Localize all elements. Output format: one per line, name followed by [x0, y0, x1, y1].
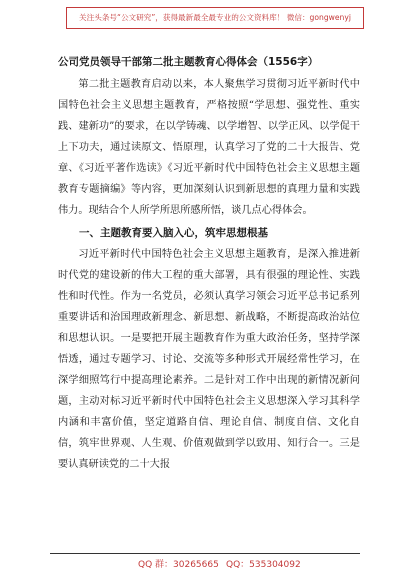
header-banner: 关注头条号“公文研究”，获得最新最全最专业的公文资料库！ 微信：gongwenyj	[66, 7, 364, 29]
footer-qq-group: QQ 群：30265665	[138, 560, 219, 570]
document-body	[58, 54, 360, 475]
page-footer	[50, 553, 360, 570]
intro-paragraph: 第二批主题教育启动以来，本人聚焦学习贯彻习近平新时代中国特色社会主义思想主题教育，严格按照“学思想、强党性、重实践、建新功”的要求，在以学铸魂、以学增智、以学正风、以学促干上下功夫，通过读原文、悟原理，认真学习了党的二十大报告、党章、《习近平著作选读》《习近平新时代中国特色社会主义思想主题教育专题摘编》等内容，更加深刻认识到新思想的真理力量和实践伟力。现结合个人所学所思所感所悟，谈几点心得体会。	[58, 79, 360, 216]
footer-qq: QQ：535304092	[226, 560, 301, 570]
section-heading: 一、主题教育要入脑入心，筑牢思想根基	[79, 227, 268, 239]
document-title: 公司党员领导干部第二批主题教育心得体会（1556字）	[58, 56, 319, 68]
section-paragraph: 习近平新时代中国特色社会主义思想主题教育，是深入推进新时代党的建设新的伟大工程的重大部署，具有很强的理论性、实践性和时代性。作为一名党员，必须认真学习领会习近平总书记系列重要讲话和治国理政新理念、新思想、新战略，不断提高政治站位和思想认识。一是要把开展主题教育作为重大政治任务，坚持学深悟透，通过专题学习、讨论、交流等多种形式开展经常性学习，在深学细照笃行中提高理论素养。二是针对工作中出现的新情况新问题，主动对标习近平新时代中国特色社会主义思想深入学习其科学内涵和丰富价值，坚定道路自信、理论自信、制度自信、文化自信，筑牢世界观、人生观、价值观做到学以致用、知行合一。三是要认真研读党的二十大报	[58, 249, 360, 470]
